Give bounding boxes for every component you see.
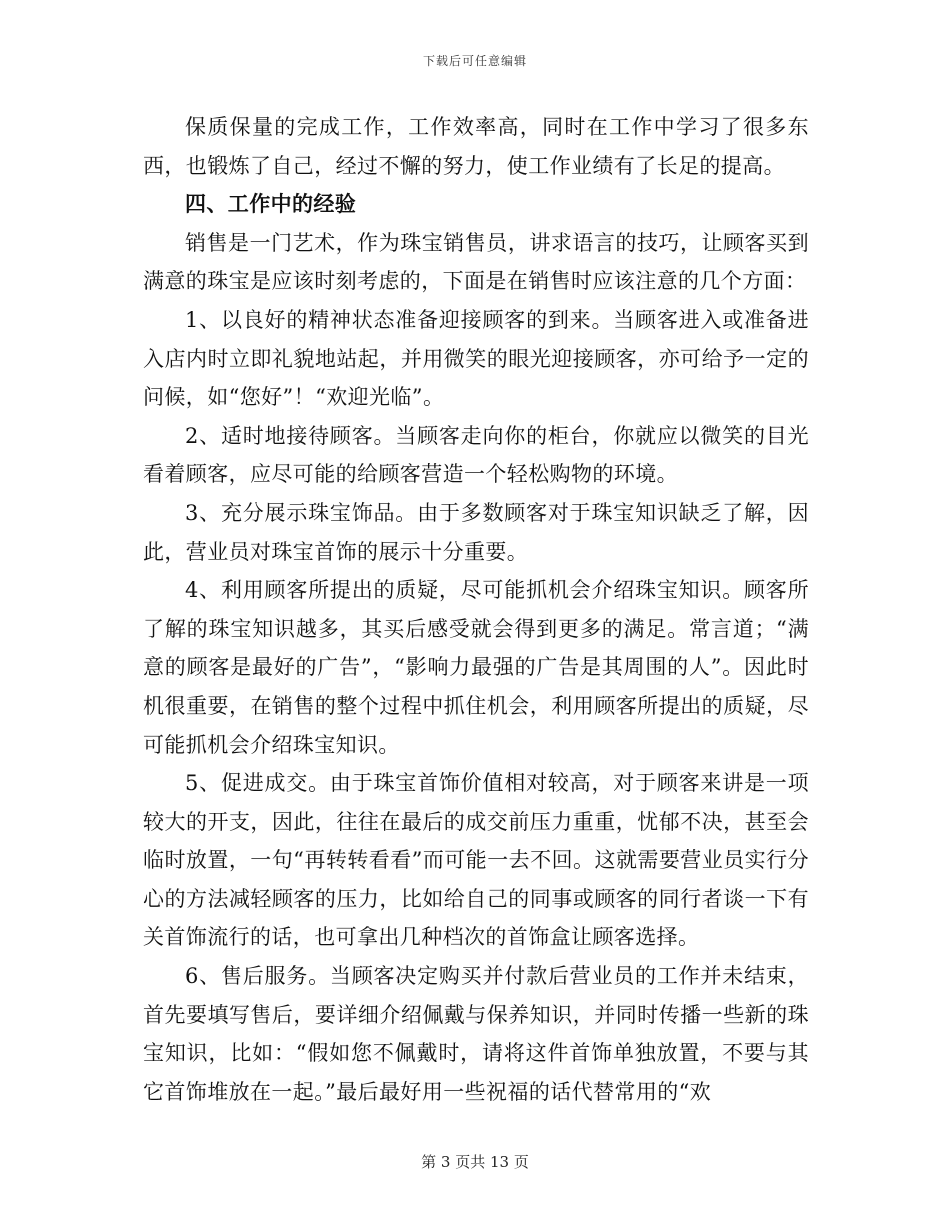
paragraph-item-2: 2、适时地接待顾客。当顾客走向你的柜台，你就应以微笑的目光看着顾客，应尽可能的给顾客营造一个轻松购物的环境。 <box>143 423 809 487</box>
paragraph-item-1: 1、以良好的精神状态准备迎接顾客的到来。当顾客进入或准备进入店内时立即礼貌地站起，并用微笑的眼光迎接顾客，亦可给予一定的问候，如“您好”！“欢迎光临”。 <box>143 307 809 410</box>
paragraph-item-5: 5、促进成交。由于珠宝首饰价值相对较高，对于顾客来讲是一项较大的开支，因此，往往在最后的成交前压力重重，忧郁不决，甚至会临时放置，一句“再转转看看”而可能一去不回。这就需要营业员实行分心的方法减轻顾客的压力，比如给自己的同事或顾客的同行者谈一下有关首饰流行的话，也可拿出几种档次的首饰盒让顾客选择。 <box>143 771 809 950</box>
section-heading: 四、工作中的经验 <box>185 191 357 217</box>
paragraph-item-4: 4、利用顾客所提出的质疑，尽可能抓机会介绍珠宝知识。顾客所了解的珠宝知识越多，其买后感受就会得到更多的满足。常言道；“满意的顾客是最好的广告”，“影响力最强的广告是其周围的人”。因此时机很重要，在销售的整个过程中抓住机会，利用顾客所提出的质疑，尽可能抓机会介绍珠宝知识。 <box>143 578 809 757</box>
page-footer: 第 3 页共 13 页 <box>421 1153 529 1171</box>
document-body <box>143 108 809 1111</box>
page-header: 下载后可任意编辑 <box>422 54 527 68</box>
paragraph-item-6: 6、售后服务。当顾客决定购买并付款后营业员的工作并未结束，首先要填写售后，要详细介绍佩戴与保养知识，并同时传播一些新的珠宝知识，比如：“假如您不佩戴时，请将这件首饰单独放置，不要与其它首饰堆放在一起。”最后最好用一些祝福的话代替常用的“欢 <box>143 964 809 1104</box>
paragraph-item-3: 3、充分展示珠宝饰品。由于多数顾客对于珠宝知识缺乏了解，因此，营业员对珠宝首饰的展示十分重要。 <box>143 500 809 564</box>
paragraph-intro: 销售是一门艺术，作为珠宝销售员，讲求语言的技巧，让顾客买到满意的珠宝是应该时刻考虑的，下面是在销售时应该注意的几个方面： <box>143 230 809 294</box>
paragraph-continuation: 保质保量的完成工作，工作效率高，同时在工作中学习了很多东西，也锻炼了自己，经过不懈的努力，使工作业绩有了长足的提高。 <box>143 115 809 178</box>
